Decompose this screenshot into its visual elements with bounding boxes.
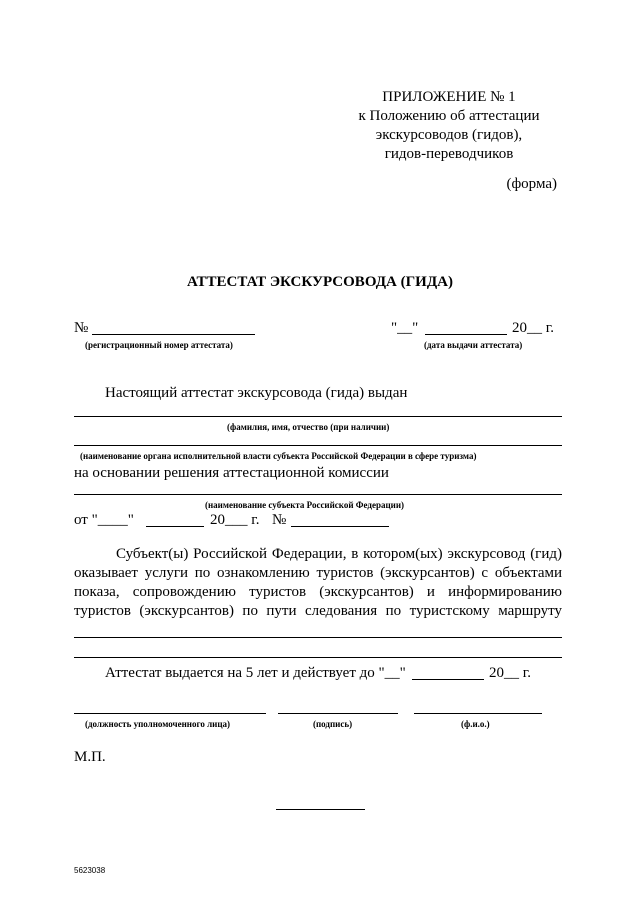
page-code: 5623038 [74, 866, 106, 875]
issue-date-day: "__" [391, 320, 419, 336]
validity-year: 20__ г. [489, 665, 531, 681]
issue-date-year: 20__ г. [512, 320, 554, 336]
appendix-header [330, 88, 568, 164]
fio-caption: (фамилия, имя, отчество (при наличии) [227, 422, 390, 432]
issue-date-month-field[interactable] [425, 334, 507, 335]
decision-number-field[interactable] [291, 526, 389, 527]
appendix-line-1: ПРИЛОЖЕНИЕ № 1 [382, 89, 516, 105]
organ-field[interactable] [74, 445, 562, 446]
registration-number-caption: (регистрационный номер аттестата) [85, 340, 233, 350]
subject-paragraph-line-1: Субъект(ы) Российской Федерации, в котором(ых) экскурсовод (гид) [116, 546, 562, 562]
subject-paragraph-line-3: показа, сопровождению туристов (экскурсантов) и информированию [74, 584, 562, 600]
decision-date-day: от "____" [74, 512, 134, 528]
validity-month-field[interactable] [412, 679, 484, 680]
fio-field[interactable] [74, 416, 562, 417]
subject-paragraph [74, 545, 562, 621]
subject-field[interactable] [74, 494, 562, 495]
name-caption: (ф.и.о.) [461, 719, 490, 729]
signature-field[interactable] [278, 713, 398, 714]
subjects-field-1[interactable] [74, 637, 562, 638]
registration-number-field[interactable] [92, 334, 255, 335]
appendix-line-3: экскурсоводов (гидов), [375, 127, 523, 143]
issued-text: Настоящий аттестат экскурсовода (гида) выдан [105, 385, 408, 401]
organ-caption: (наименование органа исполнительной власти субъекта Российской Федерации в сфере туризма) [80, 451, 477, 461]
signature-caption: (подпись) [313, 719, 353, 729]
appendix-line-2: к Положению об аттестации [358, 108, 540, 124]
position-field[interactable] [74, 713, 266, 714]
subject-paragraph-line-2: оказывает услуги по ознакомлению туристов (экскурсантов) с объектами [74, 565, 562, 581]
position-caption: (должность уполномоченного лица) [85, 719, 230, 729]
appendix-line-4: гидов-переводчиков [384, 146, 514, 162]
subjects-field-2[interactable] [74, 657, 562, 658]
document-title: АТТЕСТАТ ЭКСКУРСОВОДА (ГИДА) [186, 274, 453, 290]
subject-paragraph-line-4: туристов (экскурсантов) по пути следования по туристскому маршруту [74, 603, 562, 619]
number-sign: № [74, 320, 89, 336]
footer-divider [276, 809, 365, 810]
form-label: (форма) [506, 176, 557, 192]
decision-date-month-field[interactable] [146, 526, 204, 527]
subject-caption: (наименование субъекта Российской Федерации) [205, 500, 405, 510]
validity-text: Аттестат выдается на 5 лет и действует до "__" [105, 665, 406, 681]
basis-text: на основании решения аттестационной комиссии [74, 465, 389, 481]
decision-number-sign: № [272, 512, 287, 528]
name-field[interactable] [414, 713, 542, 714]
stamp-placeholder: М.П. [74, 749, 106, 765]
issue-date-caption: (дата выдачи аттестата) [424, 340, 523, 350]
decision-date-year: 20___ г. [210, 512, 260, 528]
